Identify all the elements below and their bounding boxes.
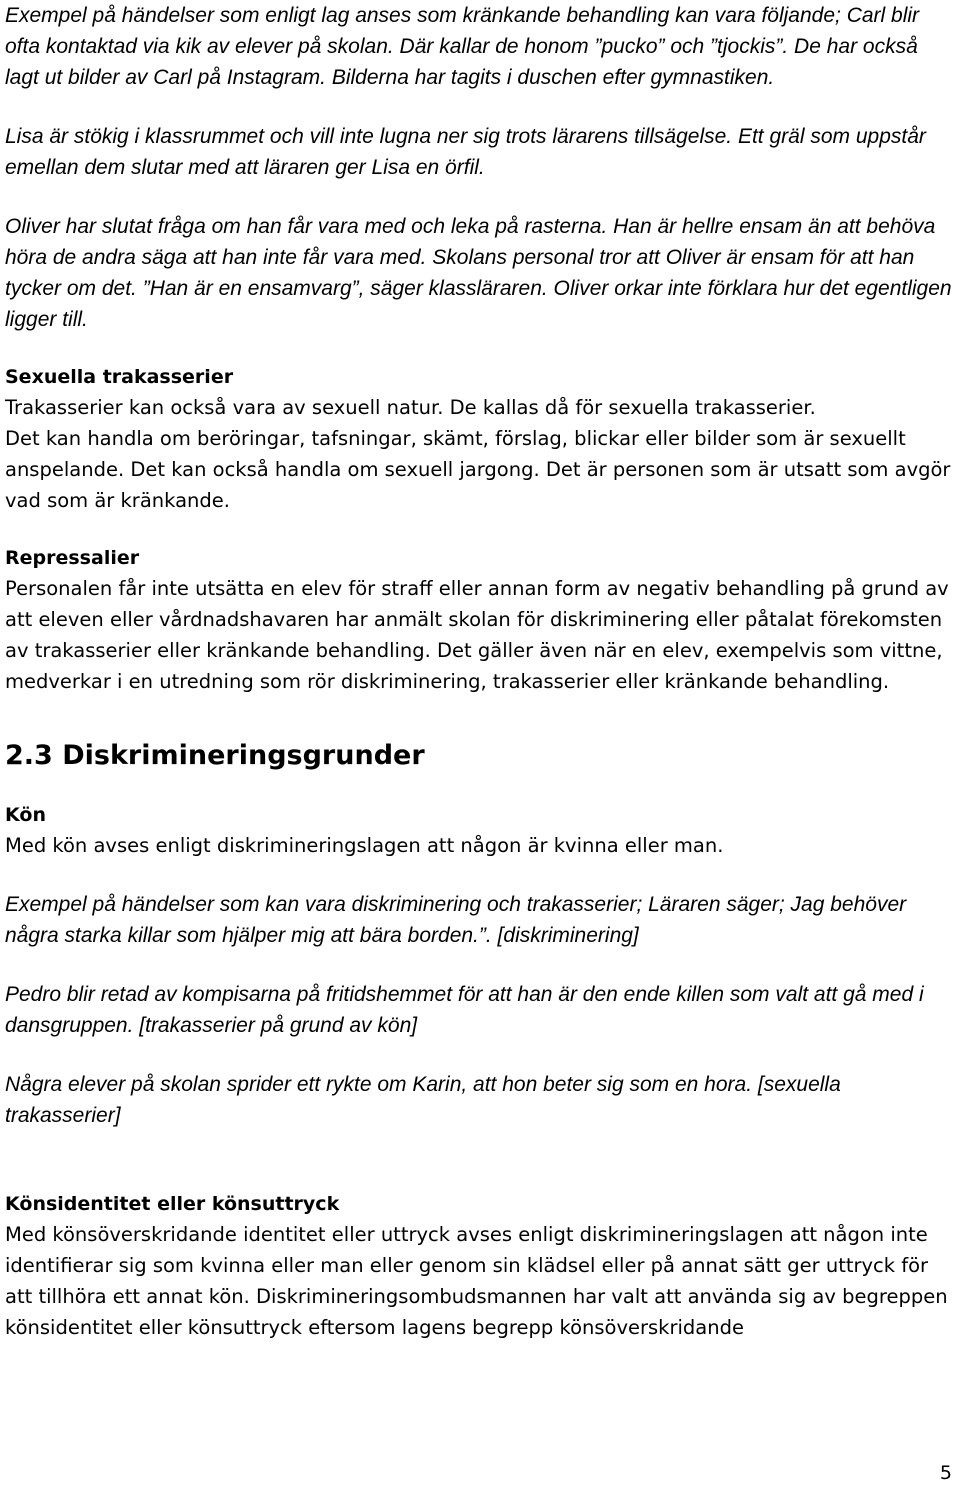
document-page [5,0,957,1343]
example-paragraph: Oliver har slutat fråga om han får vara med och leka på rasterna. Han är hellre ensam än att behöva höra de andra säga att han inte får vara med. Skolans personal tror att Oliver är ensam för att han tycker om det. ”Han är en ensamvarg”, säger klassläraren. Oliver orkar inte förklara hur det egentligen ligger till. [5,215,952,331]
example-paragraph: Exempel på händelser som kan vara diskriminering och trakasserier; Läraren säger; Jag behöver några starka killar som hjälper mig att bära borden.”. [diskriminering] [5,893,907,947]
section-heading-gender-identity: Könsidentitet eller könsuttryck [5,1193,340,1215]
example-paragraph: Pedro blir retad av kompisarna på fritidshemmet för att han är den ende killen som valt att gå med i dansgruppen. [trakasserier på grund av kön] [5,983,924,1037]
body-paragraph: Personalen får inte utsätta en elev för straff eller annan form av negativ behandling på grund av att eleven eller vårdnadshavaren har anmält skolan för diskriminering eller påtalat förekomsten av trakasserier eller kränkande behandling. Det gäller även när en elev, exempelvis som vittne, medverkar i en utredning som rör diskriminering, trakasserier eller kränkande behandling. [5,577,949,693]
body-paragraph: Det kan handla om beröringar, tafsningar, skämt, förslag, blickar eller bilder som är sexuellt anspelande. Det kan också handla om sexuell jargong. Det är personen som är utsatt som avgör vad som är kränkande. [5,427,951,512]
section-heading-sexual-harassment: Sexuella trakasserier [5,366,234,388]
section-title: 2.3 Diskrimineringsgrunder [5,740,425,771]
section-heading-gender: Kön [5,804,46,826]
example-paragraph: Några elever på skolan sprider ett rykte om Karin, att hon beter sig som en hora. [sexuella trakasserier] [5,1073,841,1127]
body-paragraph: Med könsöverskridande identitet eller uttryck avses enligt diskrimineringslagen att någon inte identifierar sig som kvinna eller man eller genom sin klädsel eller på annat sätt ger uttryck för att tillhöra ett annat kön. Diskrimineringsombudsmannen har valt att använda sig av begreppen könsidentitet eller könsuttryck eftersom lagens begrepp könsöverskridande [5,1223,948,1339]
page-number: 5 [939,1462,952,1484]
body-paragraph: Med kön avses enligt diskrimineringslagen att någon är kvinna eller man. [5,834,724,857]
section-heading-reprisals: Repressalier [5,547,140,569]
example-paragraph: Lisa är stökig i klassrummet och vill inte lugna ner sig trots lärarens tillsägelse. Ett gräl som uppstår emellan dem slutar med att läraren ger Lisa en örfil. [5,125,926,179]
example-paragraph: Exempel på händelser som enligt lag anses som kränkande behandling kan vara följande; Carl blir ofta kontaktad via kik av elever på skolan. Där kallar de honom ”pucko” och ”tjockis”. De har också lagt ut bilder av Carl på Instagram. Bilderna har tagits i duschen efter gymnastiken. [5,4,920,89]
body-paragraph: Trakasserier kan också vara av sexuell natur. De kallas då för sexuella trakasserier. [5,396,816,419]
